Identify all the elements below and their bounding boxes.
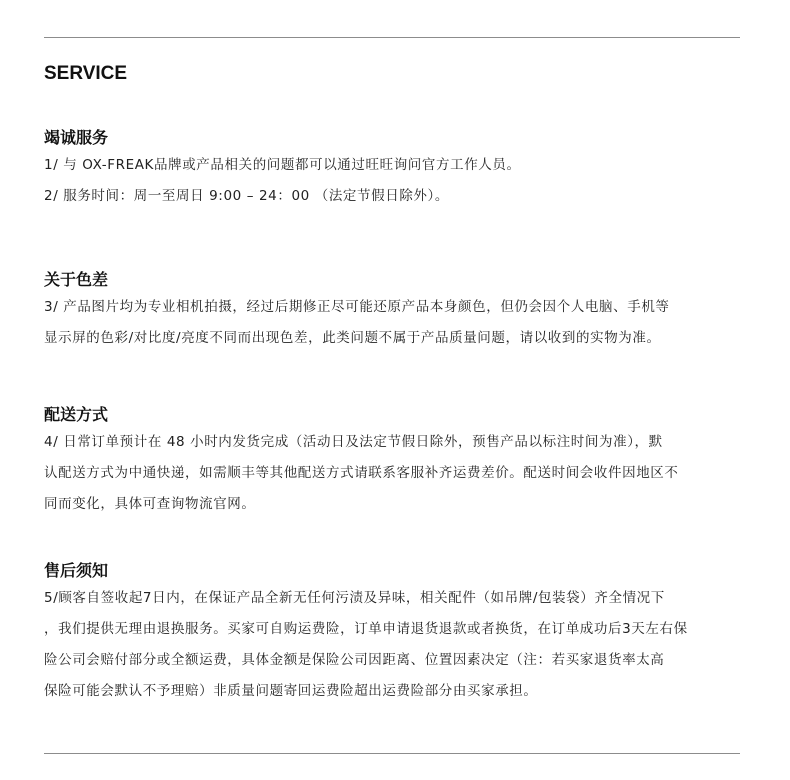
after-sales-line-4: 保险可能会默认不予理赔）非质量问题寄回运费险超出运费险部分由买家承担。 [44, 683, 538, 699]
section-after-sales [44, 559, 744, 707]
section-service [44, 126, 744, 212]
section-heading-delivery: 配送方式 [44, 405, 109, 424]
section-color-difference [44, 268, 744, 354]
page-title: SERVICE [44, 63, 128, 84]
after-sales-line-2: ，我们提供无理由退换服务。买家可自购运费险，订单申请退货退款或者换货，在订单成功后3天左右保 [44, 621, 688, 637]
bottom-divider [44, 753, 740, 754]
delivery-line-3: 同而变化，具体可查询物流官网。 [44, 496, 256, 512]
service-line-1: 1/ 与 OX-FREAK品牌或产品相关的问题都可以通过旺旺询问官方工作人员。 [44, 157, 521, 173]
color-line-2: 显示屏的色彩/对比度/亮度不同而出现色差，此类问题不属于产品质量问题，请以收到的实物为准。 [44, 330, 661, 346]
after-sales-line-1: 5/顾客自签收起7日内，在保证产品全新无任何污渍及异味，相关配件（如吊牌/包装袋）齐全情况下 [44, 590, 665, 606]
section-heading-service: 竭诚服务 [44, 128, 109, 147]
after-sales-line-3: 险公司会赔付部分或全额运费，具体金额是保险公司因距离、位置因素决定（注：若买家退货率太高 [44, 652, 665, 668]
section-heading-after-sales: 售后须知 [44, 561, 109, 580]
color-line-1: 3/ 产品图片均为专业相机拍摄，经过后期修正尽可能还原产品本身颜色，但仍会因个人电脑、手机等 [44, 299, 670, 315]
service-line-2: 2/ 服务时间：周一至周日 9:00 – 24：00 （法定节假日除外）。 [44, 188, 449, 204]
delivery-line-2: 认配送方式为中通快递，如需顺丰等其他配送方式请联系客服补齐运费差价。配送时间会收件因地区不 [44, 465, 679, 481]
section-delivery [44, 403, 744, 520]
section-heading-color-difference: 关于色差 [44, 270, 109, 289]
top-divider [44, 37, 740, 38]
delivery-line-1: 4/ 日常订单预计在 48 小时内发货完成（活动日及法定节假日除外，预售产品以标注时间为准），默 [44, 434, 663, 450]
